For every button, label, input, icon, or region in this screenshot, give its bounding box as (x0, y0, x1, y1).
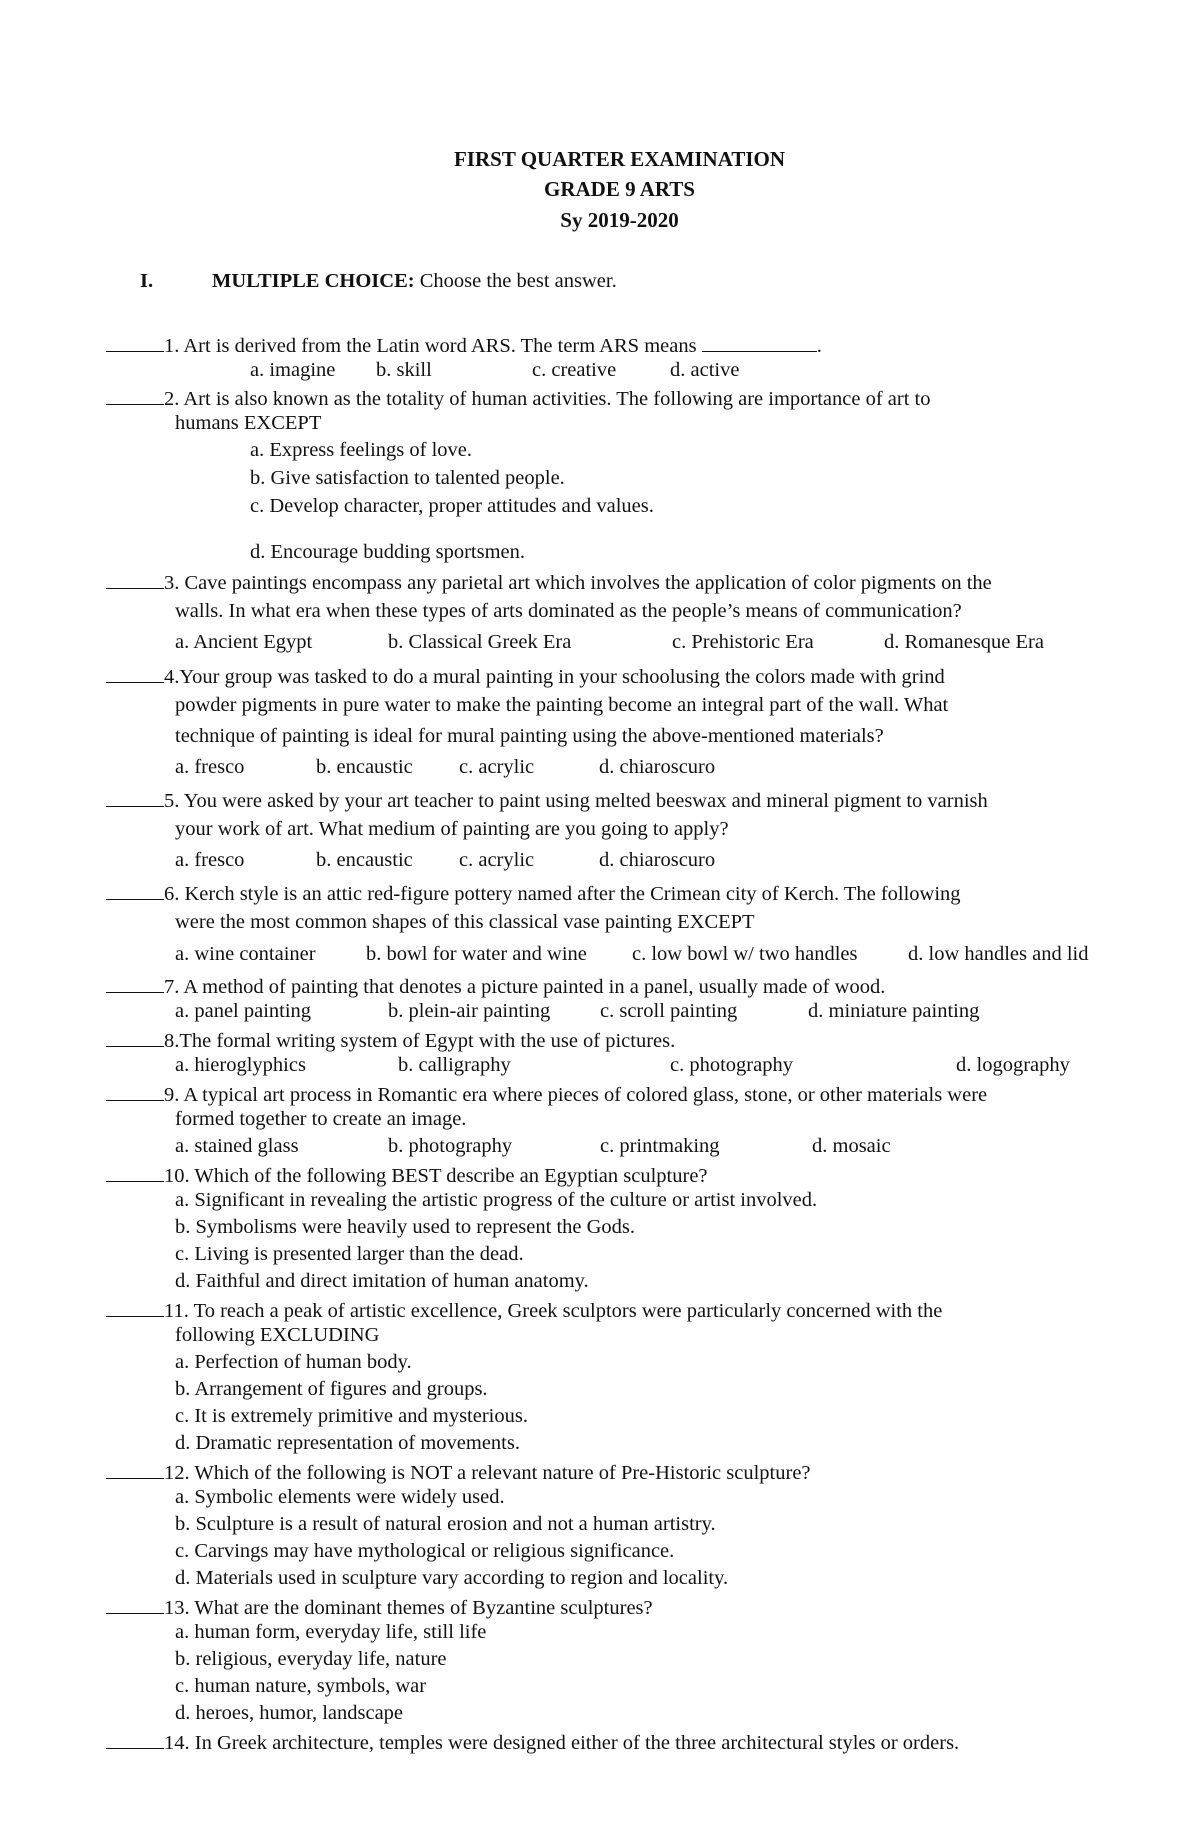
question-11 (106, 1298, 942, 1322)
choice-b: b. Classical Greek Era (388, 631, 572, 653)
choice-d: d. heroes, humor, landscape (175, 1702, 404, 1724)
question-2 (106, 386, 931, 410)
choice-c: c. Prehistoric Era (672, 631, 814, 653)
answer-blank[interactable] (106, 386, 164, 405)
section-heading: MULTIPLE CHOICE: (212, 270, 415, 292)
question-stem-cont: your work of art. What medium of painting are you going to apply? (175, 818, 729, 840)
choice-c: c. scroll painting (600, 1000, 738, 1022)
choice-b: b. plein-air painting (388, 1000, 551, 1022)
answer-blank[interactable] (106, 1460, 164, 1479)
choice-a: a. Perfection of human body. (175, 1351, 412, 1373)
choice-a: a. panel painting (175, 1000, 312, 1022)
question-1 (106, 333, 822, 357)
question-13 (106, 1595, 653, 1619)
question-stem: 3. Cave paintings encompass any parietal art which involves the application of color pigments on the (164, 572, 992, 594)
choice-c: c. acrylic (459, 849, 535, 871)
question-stem: 14. In Greek architecture, temples were designed either of the three architectural styles or orders. (164, 1732, 960, 1754)
question-stem: 10. Which of the following BEST describe an Egyptian sculpture? (164, 1165, 708, 1187)
answer-blank[interactable] (106, 1298, 164, 1317)
question-stem: 13. What are the dominant themes of Byzantine sculptures? (164, 1597, 653, 1619)
choice-b: b. Give satisfaction to talented people. (250, 467, 565, 489)
school-year: Sy 2019-2020 (560, 208, 679, 232)
answer-blank[interactable] (106, 664, 164, 683)
question-7 (106, 974, 885, 998)
choice-a: a. hieroglyphics (175, 1054, 306, 1076)
question-3 (106, 570, 992, 594)
question-stem-cont: were the most common shapes of this classical vase painting EXCEPT (175, 911, 755, 933)
choice-d: d. active (670, 359, 740, 381)
question-stem: 11. To reach a peak of artistic excellence, Greek sculptors were particularly concerned with the (164, 1300, 943, 1322)
choice-d: d. Dramatic representation of movements. (175, 1432, 520, 1454)
answer-blank[interactable] (106, 570, 164, 589)
choice-b: b. Arrangement of figures and groups. (175, 1378, 488, 1400)
choice-a: a. Significant in revealing the artistic progress of the culture or artist involved. (175, 1189, 818, 1211)
question-8 (106, 1028, 675, 1052)
choice-c: c. low bowl w/ two handles (632, 943, 858, 965)
answer-blank[interactable] (106, 881, 164, 900)
choice-c: c. creative (532, 359, 617, 381)
choice-a: a. Ancient Egypt (175, 631, 313, 653)
section-instruction: Choose the best answer. (419, 270, 617, 292)
question-5 (106, 788, 988, 812)
choice-c: c. acrylic (459, 756, 535, 778)
question-stem-cont: powder pigments in pure water to make the painting become an integral part of the wall. What (175, 694, 949, 716)
choice-d: d. Encourage budding sportsmen. (250, 541, 525, 563)
choice-b: b. bowl for water and wine (366, 943, 587, 965)
fill-in-blank[interactable] (702, 333, 817, 352)
choice-b: b. skill (376, 359, 432, 381)
answer-blank[interactable] (106, 1730, 164, 1749)
choice-c: c. It is extremely primitive and mysterious. (175, 1405, 528, 1427)
choice-d: d. low handles and lid (908, 943, 1089, 965)
choice-d: d. chiaroscuro (599, 756, 716, 778)
choice-b: b. encaustic (316, 849, 413, 871)
question-stem: 8.The formal writing system of Egypt with the use of pictures. (164, 1030, 676, 1052)
choice-c: c. human nature, symbols, war (175, 1675, 427, 1697)
choice-a: a. imagine (250, 359, 336, 381)
choice-d: d. Romanesque Era (884, 631, 1044, 653)
choice-a: a. wine container (175, 943, 316, 965)
question-stem: 9. A typical art process in Romantic era where pieces of colored glass, stone, or other materials were (164, 1084, 988, 1106)
question-end: . (816, 335, 822, 357)
exam-title: FIRST QUARTER EXAMINATION (453, 147, 786, 171)
choice-b: b. calligraphy (398, 1054, 511, 1076)
choice-d: d. chiaroscuro (599, 849, 716, 871)
choice-b: b. Symbolisms were heavily used to represent the Gods. (175, 1216, 636, 1238)
question-stem: 6. Kerch style is an attic red-figure pottery named after the Crimean city of Kerch. The following (164, 883, 961, 905)
choice-a: a. human form, everyday life, still life (175, 1621, 487, 1643)
question-stem-cont: humans EXCEPT (175, 412, 322, 434)
question-stem-cont: technique of painting is ideal for mural painting using the above-mentioned materials? (175, 725, 884, 747)
answer-blank[interactable] (106, 1028, 164, 1047)
answer-blank[interactable] (106, 1163, 164, 1182)
choice-c: c. photography (670, 1054, 793, 1076)
choice-b: b. Sculpture is a result of natural erosion and not a human artistry. (175, 1513, 716, 1535)
choice-d: d. mosaic (812, 1135, 891, 1157)
section-heading-line (212, 271, 617, 292)
section-numeral: I. (140, 270, 154, 292)
choice-a: a. fresco (175, 849, 245, 871)
question-stem-cont: following EXCLUDING (175, 1324, 380, 1346)
question-6 (106, 881, 961, 905)
question-stem-cont: walls. In what era when these types of arts dominated as the people’s means of communication? (175, 600, 962, 622)
choice-c: c. Develop character, proper attitudes and values. (250, 495, 654, 517)
exam-subtitle: GRADE 9 ARTS (544, 177, 695, 201)
question-4 (106, 664, 945, 688)
question-stem: 1. Art is derived from the Latin word ARS. The term ARS means (164, 335, 697, 357)
question-9 (106, 1082, 987, 1106)
choice-a: a. Express feelings of love. (250, 439, 473, 461)
answer-blank[interactable] (106, 333, 164, 352)
choice-b: b. photography (388, 1135, 513, 1157)
choice-c: c. Living is presented larger than the dead. (175, 1243, 524, 1265)
question-14 (106, 1730, 959, 1754)
question-stem: 12. Which of the following is NOT a relevant nature of Pre-Historic sculpture? (164, 1462, 811, 1484)
choice-d: d. logography (956, 1054, 1070, 1076)
choice-b: b. encaustic (316, 756, 413, 778)
choice-d: d. miniature painting (808, 1000, 980, 1022)
choice-d: d. Materials used in sculpture vary according to region and locality. (175, 1567, 729, 1589)
question-12 (106, 1460, 811, 1484)
choice-a: a. Symbolic elements were widely used. (175, 1486, 505, 1508)
choice-b: b. religious, everyday life, nature (175, 1648, 447, 1670)
choice-a: a. fresco (175, 756, 245, 778)
answer-blank[interactable] (106, 1082, 164, 1101)
answer-blank[interactable] (106, 1595, 164, 1614)
question-stem: 4.Your group was tasked to do a mural painting in your schoolusing the colors made with grind (164, 666, 945, 688)
choice-c: c. Carvings may have mythological or religious significance. (175, 1540, 675, 1562)
question-stem-cont: formed together to create an image. (175, 1108, 467, 1130)
answer-blank[interactable] (106, 974, 164, 993)
question-stem: 7. A method of painting that denotes a picture painted in a panel, usually made of wood. (164, 976, 886, 998)
question-10 (106, 1163, 708, 1187)
choice-a: a. stained glass (175, 1135, 299, 1157)
choice-d: d. Faithful and direct imitation of human anatomy. (175, 1270, 589, 1292)
question-stem: 5. You were asked by your art teacher to paint using melted beeswax and mineral pigment to varnish (164, 790, 988, 812)
answer-blank[interactable] (106, 788, 164, 807)
question-stem: 2. Art is also known as the totality of human activities. The following are importance of art to (164, 388, 931, 410)
choice-c: c. printmaking (600, 1135, 720, 1157)
